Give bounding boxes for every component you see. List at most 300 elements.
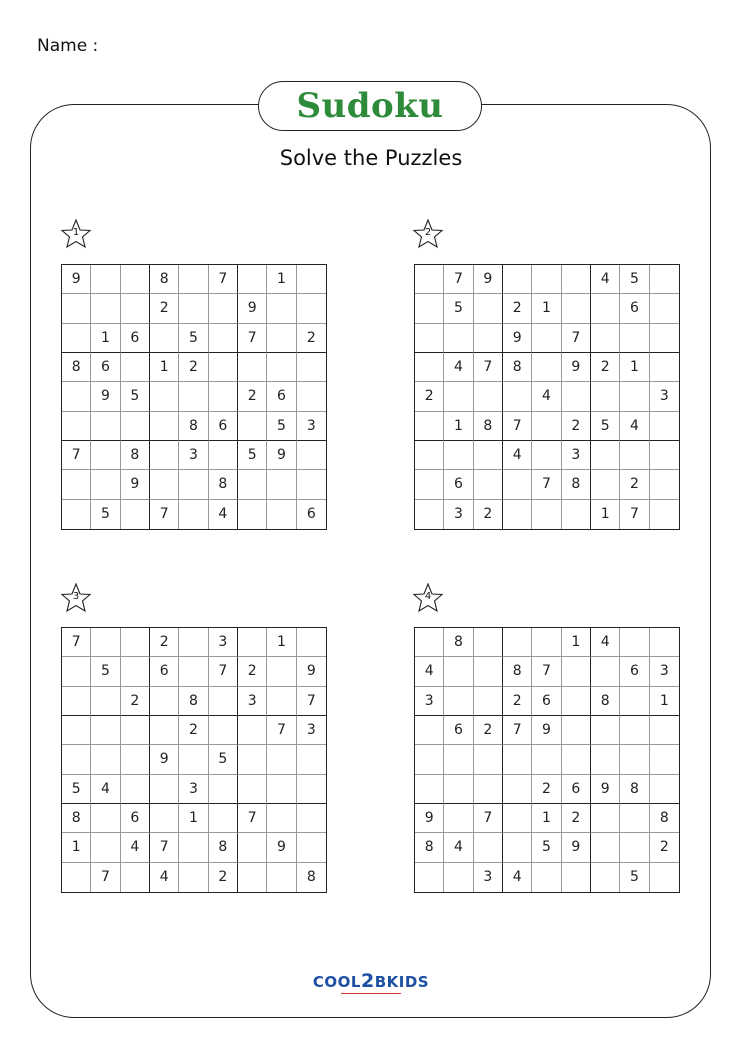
sudoku-cell[interactable]: 8	[306, 869, 316, 886]
sudoku-cell[interactable]	[150, 441, 179, 470]
sudoku-cell[interactable]: 7	[444, 265, 473, 294]
sudoku-cell[interactable]	[620, 804, 649, 833]
sudoku-cell[interactable]	[91, 470, 120, 499]
sudoku-cell[interactable]	[179, 470, 208, 499]
sudoku-cell[interactable]: 5	[532, 833, 561, 862]
sudoku-cell[interactable]	[91, 687, 120, 716]
sudoku-cell[interactable]: 4	[503, 441, 532, 470]
sudoku-cell[interactable]: 5	[591, 412, 620, 441]
sudoku-cell[interactable]	[650, 628, 679, 657]
sudoku-cell[interactable]: 2	[562, 412, 591, 441]
sudoku-cell[interactable]	[91, 804, 120, 833]
sudoku-cell[interactable]: 3	[179, 441, 208, 470]
sudoku-cell[interactable]	[444, 775, 473, 804]
sudoku-cell[interactable]	[620, 628, 649, 657]
sudoku-cell[interactable]	[209, 441, 238, 470]
sudoku-cell[interactable]	[267, 863, 296, 892]
sudoku-cell[interactable]: 4	[444, 353, 473, 382]
sudoku-cell[interactable]: 3	[415, 687, 444, 716]
sudoku-cell[interactable]	[62, 745, 91, 774]
sudoku-cell[interactable]: 2	[238, 382, 267, 411]
sudoku-cell[interactable]: 8	[562, 470, 591, 499]
sudoku-cell[interactable]	[179, 657, 208, 686]
sudoku-cell[interactable]	[650, 412, 679, 441]
sudoku-cell[interactable]	[503, 500, 532, 529]
sudoku-cell[interactable]	[150, 687, 179, 716]
sudoku-cell[interactable]: 7	[238, 804, 267, 833]
sudoku-cell[interactable]	[415, 294, 444, 323]
sudoku-cell[interactable]	[297, 775, 326, 804]
sudoku-cell[interactable]: 9	[238, 294, 267, 323]
sudoku-cell[interactable]	[620, 324, 649, 353]
sudoku-cell[interactable]	[150, 470, 179, 499]
sudoku-cell[interactable]	[297, 382, 326, 411]
sudoku-cell[interactable]	[503, 628, 532, 657]
sudoku-cell[interactable]: 5	[179, 324, 208, 353]
sudoku-cell[interactable]	[209, 382, 238, 411]
sudoku-cell[interactable]	[121, 628, 150, 657]
sudoku-cell[interactable]	[532, 500, 561, 529]
sudoku-cell[interactable]	[121, 745, 150, 774]
sudoku-cell[interactable]	[620, 833, 649, 862]
sudoku-cell[interactable]	[179, 500, 208, 529]
sudoku-cell[interactable]	[121, 775, 150, 804]
sudoku-cell[interactable]	[444, 687, 473, 716]
sudoku-cell[interactable]	[562, 716, 591, 745]
sudoku-cell[interactable]: 7	[503, 412, 532, 441]
sudoku-cell[interactable]	[297, 470, 326, 499]
sudoku-cell[interactable]	[474, 775, 503, 804]
sudoku-cell[interactable]: 4	[532, 382, 561, 411]
sudoku-cell[interactable]	[591, 470, 620, 499]
sudoku-cell[interactable]	[444, 441, 473, 470]
sudoku-cell[interactable]	[620, 687, 649, 716]
sudoku-cell[interactable]: 4	[503, 863, 532, 892]
sudoku-cell[interactable]	[620, 716, 649, 745]
sudoku-cell[interactable]: 7	[562, 324, 591, 353]
sudoku-cell[interactable]: 5	[91, 500, 120, 529]
sudoku-cell[interactable]: 1	[179, 804, 208, 833]
sudoku-cell[interactable]	[532, 324, 561, 353]
sudoku-cell[interactable]	[179, 265, 208, 294]
sudoku-cell[interactable]: 7	[209, 265, 238, 294]
sudoku-cell[interactable]	[62, 657, 91, 686]
sudoku-cell[interactable]	[267, 470, 296, 499]
sudoku-cell[interactable]	[297, 833, 326, 862]
sudoku-cell[interactable]: 6	[444, 716, 473, 745]
sudoku-cell[interactable]	[209, 294, 238, 323]
sudoku-cell[interactable]	[562, 863, 591, 892]
sudoku-cell[interactable]	[209, 716, 238, 745]
sudoku-cell[interactable]: 5	[91, 657, 120, 686]
sudoku-cell[interactable]: 5	[209, 745, 238, 774]
sudoku-cell[interactable]: 8	[444, 628, 473, 657]
sudoku-cell[interactable]	[121, 294, 150, 323]
sudoku-cell[interactable]	[209, 775, 238, 804]
sudoku-cell[interactable]	[650, 775, 679, 804]
sudoku-cell[interactable]: 3	[650, 382, 679, 411]
sudoku-cell[interactable]	[121, 412, 150, 441]
sudoku-cell[interactable]	[532, 265, 561, 294]
sudoku-cell[interactable]: 6	[91, 353, 120, 382]
sudoku-cell[interactable]	[650, 294, 679, 323]
sudoku-cell[interactable]: 8	[62, 353, 91, 382]
sudoku-cell[interactable]: 5	[444, 294, 473, 323]
sudoku-cell[interactable]	[415, 775, 444, 804]
sudoku-cell[interactable]	[121, 863, 150, 892]
sudoku-cell[interactable]: 2	[503, 687, 532, 716]
sudoku-cell[interactable]	[415, 716, 444, 745]
sudoku-cell[interactable]: 1	[591, 500, 620, 529]
sudoku-cell[interactable]	[62, 382, 91, 411]
sudoku-cell[interactable]	[297, 745, 326, 774]
sudoku-cell[interactable]: 2	[474, 716, 503, 745]
sudoku-cell[interactable]: 9	[62, 265, 91, 294]
sudoku-cell[interactable]	[650, 265, 679, 294]
sudoku-cell[interactable]: 8	[179, 687, 208, 716]
sudoku-cell[interactable]: 1	[267, 628, 296, 657]
sudoku-cell[interactable]	[503, 775, 532, 804]
sudoku-cell[interactable]: 8	[179, 412, 208, 441]
sudoku-cell[interactable]	[620, 382, 649, 411]
sudoku-cell[interactable]: 9	[267, 441, 296, 470]
sudoku-cell[interactable]: 8	[62, 804, 91, 833]
sudoku-cell[interactable]	[238, 745, 267, 774]
sudoku-cell[interactable]: 2	[121, 687, 150, 716]
sudoku-cell[interactable]	[444, 745, 473, 774]
sudoku-cell[interactable]	[179, 833, 208, 862]
sudoku-cell[interactable]	[444, 657, 473, 686]
sudoku-cell[interactable]	[121, 716, 150, 745]
sudoku-cell[interactable]: 7	[532, 470, 561, 499]
sudoku-cell[interactable]	[415, 863, 444, 892]
sudoku-cell[interactable]: 6	[306, 506, 316, 523]
sudoku-cell[interactable]	[474, 294, 503, 323]
sudoku-cell[interactable]	[415, 412, 444, 441]
sudoku-cell[interactable]: 1	[620, 353, 649, 382]
sudoku-cell[interactable]	[444, 804, 473, 833]
sudoku-cell[interactable]	[474, 470, 503, 499]
sudoku-cell[interactable]	[591, 657, 620, 686]
sudoku-cell[interactable]	[591, 745, 620, 774]
sudoku-cell[interactable]	[415, 628, 444, 657]
sudoku-cell[interactable]	[532, 863, 561, 892]
sudoku-cell[interactable]: 1	[91, 324, 120, 353]
sudoku-cell[interactable]	[150, 804, 179, 833]
sudoku-cell[interactable]	[591, 294, 620, 323]
sudoku-cell[interactable]	[91, 441, 120, 470]
sudoku-cell[interactable]: 8	[121, 441, 150, 470]
sudoku-cell[interactable]	[62, 324, 91, 353]
sudoku-cell[interactable]	[179, 294, 208, 323]
sudoku-cell[interactable]: 1	[150, 353, 179, 382]
sudoku-cell[interactable]	[591, 382, 620, 411]
sudoku-cell[interactable]: 9	[150, 745, 179, 774]
sudoku-cell[interactable]: 9	[297, 657, 326, 686]
sudoku-cell[interactable]: 7	[620, 500, 649, 529]
sudoku-cell[interactable]: 3	[444, 500, 473, 529]
sudoku-cell[interactable]	[415, 353, 444, 382]
sudoku-cell[interactable]: 3	[297, 412, 326, 441]
sudoku-cell[interactable]	[415, 500, 444, 529]
sudoku-cell[interactable]	[209, 804, 238, 833]
sudoku-cell[interactable]: 4	[209, 500, 238, 529]
sudoku-cell[interactable]: 8	[503, 657, 532, 686]
sudoku-cell[interactable]: 9	[562, 353, 591, 382]
sudoku-cell[interactable]	[650, 470, 679, 499]
sudoku-cell[interactable]: 8	[503, 353, 532, 382]
sudoku-cell[interactable]	[591, 804, 620, 833]
sudoku-cell[interactable]: 6	[532, 687, 561, 716]
sudoku-cell[interactable]	[179, 382, 208, 411]
sudoku-cell[interactable]: 1	[267, 265, 296, 294]
sudoku-cell[interactable]	[91, 833, 120, 862]
sudoku-cell[interactable]	[532, 353, 561, 382]
sudoku-cell[interactable]	[267, 353, 296, 382]
sudoku-cell[interactable]: 6	[209, 412, 238, 441]
sudoku-cell[interactable]: 5	[121, 382, 150, 411]
sudoku-cell[interactable]	[91, 294, 120, 323]
sudoku-cell[interactable]	[121, 265, 150, 294]
sudoku-cell[interactable]	[297, 294, 326, 323]
sudoku-cell[interactable]	[562, 265, 591, 294]
sudoku-cell[interactable]	[267, 657, 296, 686]
sudoku-cell[interactable]	[179, 745, 208, 774]
sudoku-cell[interactable]	[238, 716, 267, 745]
sudoku-cell[interactable]: 8	[474, 412, 503, 441]
sudoku-cell[interactable]	[562, 657, 591, 686]
sudoku-cell[interactable]: 4	[591, 265, 620, 294]
sudoku-cell[interactable]	[415, 441, 444, 470]
sudoku-cell[interactable]	[121, 657, 150, 686]
sudoku-cell[interactable]: 9	[532, 716, 561, 745]
sudoku-cell[interactable]: 2	[179, 353, 208, 382]
sudoku-cell[interactable]: 6	[267, 382, 296, 411]
sudoku-cell[interactable]	[267, 500, 296, 529]
sudoku-cell[interactable]: 1	[444, 412, 473, 441]
sudoku-cell[interactable]: 6	[620, 657, 649, 686]
sudoku-cell[interactable]	[591, 324, 620, 353]
sudoku-cell[interactable]	[297, 265, 326, 294]
sudoku-cell[interactable]	[267, 687, 296, 716]
sudoku-cell[interactable]: 4	[415, 657, 444, 686]
sudoku-cell[interactable]	[238, 470, 267, 499]
sudoku-cell[interactable]	[238, 833, 267, 862]
sudoku-cell[interactable]	[650, 353, 679, 382]
sudoku-cell[interactable]	[591, 716, 620, 745]
sudoku-cell[interactable]: 8	[415, 833, 444, 862]
sudoku-cell[interactable]: 7	[209, 657, 238, 686]
sudoku-cell[interactable]: 6	[121, 804, 150, 833]
sudoku-cell[interactable]	[150, 775, 179, 804]
sudoku-cell[interactable]	[238, 628, 267, 657]
sudoku-cell[interactable]	[474, 382, 503, 411]
sudoku-cell[interactable]	[209, 353, 238, 382]
sudoku-cell[interactable]: 2	[620, 470, 649, 499]
sudoku-cell[interactable]	[238, 412, 267, 441]
sudoku-cell[interactable]	[91, 716, 120, 745]
sudoku-cell[interactable]	[650, 441, 679, 470]
sudoku-cell[interactable]	[179, 863, 208, 892]
sudoku-cell[interactable]	[503, 745, 532, 774]
sudoku-cell[interactable]	[150, 382, 179, 411]
sudoku-cell[interactable]: 3	[209, 628, 238, 657]
sudoku-cell[interactable]	[503, 804, 532, 833]
sudoku-cell[interactable]: 9	[121, 470, 150, 499]
sudoku-cell[interactable]: 9	[591, 775, 620, 804]
sudoku-cell[interactable]	[562, 294, 591, 323]
sudoku-cell[interactable]: 4	[91, 775, 120, 804]
sudoku-cell[interactable]: 8	[650, 804, 679, 833]
sudoku-cell[interactable]	[650, 745, 679, 774]
sudoku-cell[interactable]: 1	[650, 687, 679, 716]
sudoku-cell[interactable]	[474, 441, 503, 470]
sudoku-cell[interactable]	[267, 775, 296, 804]
sudoku-cell[interactable]	[474, 687, 503, 716]
sudoku-cell[interactable]	[297, 353, 326, 382]
sudoku-cell[interactable]: 3	[474, 863, 503, 892]
sudoku-cell[interactable]	[650, 716, 679, 745]
sudoku-cell[interactable]: 1	[62, 833, 91, 862]
sudoku-cell[interactable]: 9	[562, 833, 591, 862]
sudoku-cell[interactable]: 8	[591, 687, 620, 716]
sudoku-cell[interactable]: 4	[620, 412, 649, 441]
sudoku-cell[interactable]	[179, 628, 208, 657]
sudoku-cell[interactable]	[620, 441, 649, 470]
sudoku-cell[interactable]	[444, 324, 473, 353]
sudoku-cell[interactable]	[91, 628, 120, 657]
sudoku-cell[interactable]	[62, 863, 91, 892]
sudoku-cell[interactable]: 1	[562, 628, 591, 657]
sudoku-cell[interactable]	[297, 441, 326, 470]
sudoku-cell[interactable]	[62, 470, 91, 499]
sudoku-cell[interactable]: 5	[62, 775, 91, 804]
sudoku-cell[interactable]: 2	[179, 716, 208, 745]
sudoku-cell[interactable]	[474, 657, 503, 686]
sudoku-cell[interactable]: 6	[444, 470, 473, 499]
sudoku-cell[interactable]	[474, 745, 503, 774]
sudoku-cell[interactable]	[267, 294, 296, 323]
sudoku-cell[interactable]: 7	[62, 441, 91, 470]
sudoku-cell[interactable]	[562, 687, 591, 716]
sudoku-cell[interactable]	[620, 745, 649, 774]
sudoku-cell[interactable]: 6	[620, 294, 649, 323]
sudoku-cell[interactable]	[591, 441, 620, 470]
sudoku-cell[interactable]: 7	[150, 833, 179, 862]
sudoku-cell[interactable]	[297, 804, 326, 833]
sudoku-cell[interactable]: 5	[238, 441, 267, 470]
sudoku-cell[interactable]	[532, 412, 561, 441]
sudoku-cell[interactable]	[532, 745, 561, 774]
sudoku-cell[interactable]	[238, 353, 267, 382]
sudoku-cell[interactable]: 2	[532, 775, 561, 804]
sudoku-cell[interactable]: 6	[562, 775, 591, 804]
sudoku-cell[interactable]	[474, 628, 503, 657]
sudoku-cell[interactable]	[562, 382, 591, 411]
sudoku-cell[interactable]	[62, 500, 91, 529]
sudoku-cell[interactable]: 9	[503, 324, 532, 353]
sudoku-cell[interactable]: 7	[474, 353, 503, 382]
sudoku-cell[interactable]	[209, 687, 238, 716]
sudoku-cell[interactable]: 4	[591, 628, 620, 657]
sudoku-cell[interactable]: 4	[121, 833, 150, 862]
sudoku-cell[interactable]: 5	[620, 265, 649, 294]
sudoku-cell[interactable]	[91, 745, 120, 774]
sudoku-cell[interactable]	[62, 412, 91, 441]
sudoku-cell[interactable]: 7	[238, 324, 267, 353]
sudoku-cell[interactable]	[121, 353, 150, 382]
sudoku-cell[interactable]: 1	[532, 804, 561, 833]
sudoku-cell[interactable]: 2	[474, 500, 503, 529]
sudoku-cell[interactable]	[267, 745, 296, 774]
sudoku-cell[interactable]: 7	[503, 716, 532, 745]
sudoku-cell[interactable]	[415, 265, 444, 294]
sudoku-cell[interactable]	[238, 265, 267, 294]
sudoku-cell[interactable]	[91, 412, 120, 441]
sudoku-cell[interactable]: 3	[179, 775, 208, 804]
sudoku-cell[interactable]	[650, 324, 679, 353]
sudoku-cell[interactable]: 3	[562, 441, 591, 470]
sudoku-cell[interactable]	[503, 470, 532, 499]
sudoku-cell[interactable]: 8	[209, 833, 238, 862]
sudoku-cell[interactable]	[62, 687, 91, 716]
sudoku-cell[interactable]	[62, 294, 91, 323]
sudoku-cell[interactable]	[532, 628, 561, 657]
sudoku-cell[interactable]: 6	[121, 324, 150, 353]
sudoku-cell[interactable]: 9	[474, 265, 503, 294]
sudoku-cell[interactable]	[238, 775, 267, 804]
sudoku-cell[interactable]: 2	[150, 294, 179, 323]
sudoku-cell[interactable]	[91, 265, 120, 294]
sudoku-cell[interactable]	[238, 500, 267, 529]
sudoku-cell[interactable]	[503, 265, 532, 294]
sudoku-cell[interactable]	[209, 324, 238, 353]
sudoku-cell[interactable]	[62, 716, 91, 745]
sudoku-cell[interactable]: 2	[650, 833, 679, 862]
sudoku-cell[interactable]: 8	[209, 470, 238, 499]
sudoku-cell[interactable]	[444, 382, 473, 411]
sudoku-cell[interactable]	[415, 324, 444, 353]
sudoku-cell[interactable]: 7	[532, 657, 561, 686]
sudoku-cell[interactable]	[150, 324, 179, 353]
sudoku-cell[interactable]: 7	[91, 863, 120, 892]
sudoku-cell[interactable]: 6	[150, 657, 179, 686]
sudoku-cell[interactable]	[591, 833, 620, 862]
sudoku-cell[interactable]: 3	[238, 687, 267, 716]
sudoku-cell[interactable]	[474, 324, 503, 353]
sudoku-cell[interactable]	[267, 324, 296, 353]
sudoku-cell[interactable]: 2	[503, 294, 532, 323]
sudoku-cell[interactable]	[562, 745, 591, 774]
sudoku-cell[interactable]	[591, 863, 620, 892]
sudoku-cell[interactable]	[238, 863, 267, 892]
sudoku-cell[interactable]	[503, 382, 532, 411]
sudoku-cell[interactable]: 9	[415, 804, 444, 833]
sudoku-cell[interactable]	[121, 500, 150, 529]
sudoku-cell[interactable]	[650, 863, 679, 892]
sudoku-cell[interactable]	[267, 804, 296, 833]
sudoku-cell[interactable]: 3	[297, 716, 326, 745]
sudoku-cell[interactable]: 2	[591, 353, 620, 382]
sudoku-cell[interactable]: 5	[267, 412, 296, 441]
sudoku-cell[interactable]: 2	[415, 382, 444, 411]
sudoku-cell[interactable]: 7	[474, 804, 503, 833]
sudoku-cell[interactable]: 2	[150, 628, 179, 657]
sudoku-cell[interactable]	[297, 628, 326, 657]
sudoku-cell[interactable]	[444, 863, 473, 892]
sudoku-cell[interactable]	[150, 716, 179, 745]
sudoku-cell[interactable]	[415, 745, 444, 774]
